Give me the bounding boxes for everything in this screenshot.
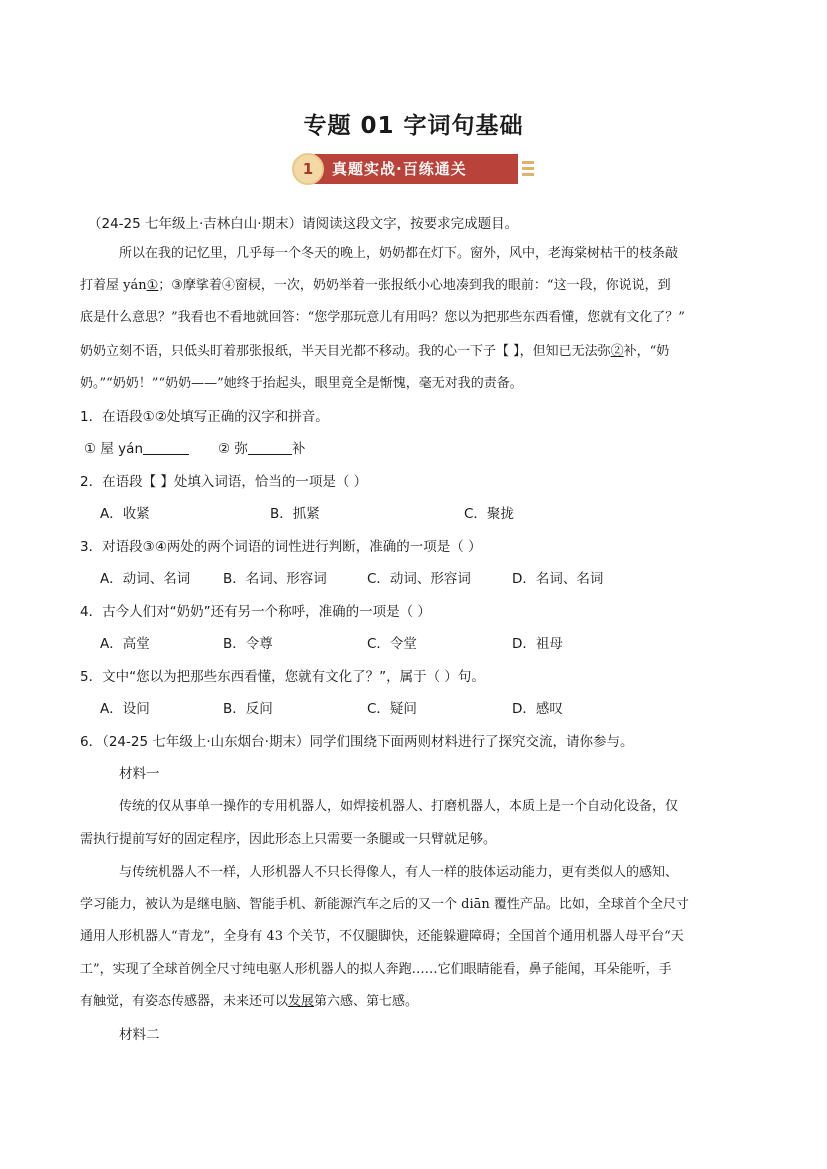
blank-2-marker: ② bbox=[610, 344, 624, 359]
passage-line-3: 底是什么意思？”我看也不看地就回答：“您学那玩意儿有用吗？您以为把那些东西看懂，您就有文化了？” bbox=[80, 310, 685, 325]
material-1-line-3: 与传统机器人不一样，人形机器人不只长得像人，有人一样的肢体运动能力，更有类似人的感知、 bbox=[119, 865, 679, 880]
material-2-title: 材料二 bbox=[119, 1027, 160, 1043]
question-4-stem: 4．古今人们对“奶奶”还有另一个称呼，准确的一项是（ ） bbox=[80, 604, 431, 620]
question-5-option-a[interactable]: A．设问 bbox=[100, 701, 150, 717]
question-3-stem: 3．对语段③④两处的两个词语的词性进行判断，准确的一项是（ ） bbox=[80, 539, 482, 555]
answer-blank[interactable] bbox=[143, 441, 189, 455]
banner-number: 1 bbox=[292, 153, 324, 185]
material-1-title: 材料一 bbox=[119, 766, 160, 782]
banner-stripes bbox=[522, 161, 534, 179]
material-1-line-7: 有触觉，有姿态传感器，未来还可以发展第六感、第七感。 bbox=[80, 994, 419, 1009]
page-title: 专题 01 字词句基础 bbox=[303, 113, 524, 139]
question-3-option-d[interactable]: D．名词、名词 bbox=[512, 571, 604, 587]
question-2-option-b[interactable]: B．抓紧 bbox=[270, 506, 320, 522]
material-1-line-4: 学习能力，被认为是继电脑、智能手机、新能源汽车之后的又一个 diān 覆性产品。比如，全球首个全尺寸 bbox=[80, 897, 689, 912]
question-4-option-c[interactable]: C．令堂 bbox=[367, 636, 417, 652]
underlined-word: 发展 bbox=[288, 994, 315, 1009]
passage-line-4: 奶奶立刻不语，只低头盯着那张报纸，半天目光都不移动。我的心一下子【 】，但知已无法弥②补，“奶 bbox=[80, 344, 670, 359]
passage-line-2: 打着屋 yán①；③摩挲着④窗棂，一次，奶奶举着一张报纸小心地凑到我的眼前：“这一段，你说说，到 bbox=[80, 278, 671, 293]
material-1-line-2: 需执行提前写好的固定程序，因此形态上只需要一条腿或一只臂就足够。 bbox=[80, 832, 497, 847]
question-4-option-a[interactable]: A．高堂 bbox=[100, 636, 150, 652]
material-1-line-6: 工”，实现了全球首例全尺寸纯电驱人形机器人的拟人奔跑……它们眼睛能看，鼻子能闻，耳朵能听，手 bbox=[80, 962, 672, 977]
material-1-line-1: 传统的仅从事单一操作的专用机器人，如焊接机器人、打磨机器人，本质上是一个自动化设备，仅 bbox=[119, 799, 679, 814]
question-2-option-a[interactable]: A．收紧 bbox=[100, 506, 150, 522]
question-4-option-d[interactable]: D．祖母 bbox=[512, 636, 563, 652]
question-2-stem: 2．在语段【 】处填入词语，恰当的一项是（ ） bbox=[80, 474, 368, 490]
question-5-option-c[interactable]: C．疑问 bbox=[367, 701, 417, 717]
passage-line-5: 奶。”“奶奶！”“奶奶——”她终于抬起头，眼里竟全是惭愧，毫无对我的责备。 bbox=[80, 376, 523, 391]
question-3-option-c[interactable]: C．动词、形容词 bbox=[367, 571, 471, 587]
blank-1-marker: ① bbox=[146, 278, 159, 293]
question-5-option-d[interactable]: D．感叹 bbox=[512, 701, 563, 717]
question-2-option-c[interactable]: C．聚拢 bbox=[464, 506, 514, 522]
question-1-answer-a: ① 屋 yán bbox=[84, 437, 189, 457]
material-1-line-5: 通用人形机器人“青龙”，全身有 43 个关节，不仅腿脚快，还能躲避障碍；全国首个通用机器人母平台“天 bbox=[80, 929, 684, 944]
question-1-stem: 1．在语段①②处填写正确的汉字和拼音。 bbox=[80, 409, 329, 425]
question-3-option-b[interactable]: B．名词、形容词 bbox=[223, 571, 327, 587]
passage-line-1: 所以在我的记忆里，几乎每一个冬天的晚上，奶奶都在灯下。窗外，风中，老海棠树枯干的枝条敲 bbox=[119, 246, 679, 261]
question-5-stem: 5．文中“您以为把那些东西看懂，您就有文化了？”，属于（ ）句。 bbox=[80, 669, 485, 685]
banner-label: 真题实战·百练通关 bbox=[332, 160, 467, 178]
question-1-answer-b: ② 弥 补 bbox=[218, 441, 306, 457]
question-3-option-a[interactable]: A．动词、名词 bbox=[100, 571, 191, 587]
intro-text: （24-25 七年级上·吉林白山·期末）请阅读这段文字，按要求完成题目。 bbox=[88, 216, 519, 232]
question-6-stem: 6．（24-25 七年级上·山东烟台·期末）同学们围绕下面两则材料进行了探究交流，请你参与。 bbox=[80, 734, 634, 750]
answer-blank[interactable] bbox=[248, 441, 292, 455]
section-banner bbox=[292, 149, 534, 189]
question-4-option-b[interactable]: B．令尊 bbox=[223, 636, 273, 652]
question-5-option-b[interactable]: B．反问 bbox=[223, 701, 273, 717]
